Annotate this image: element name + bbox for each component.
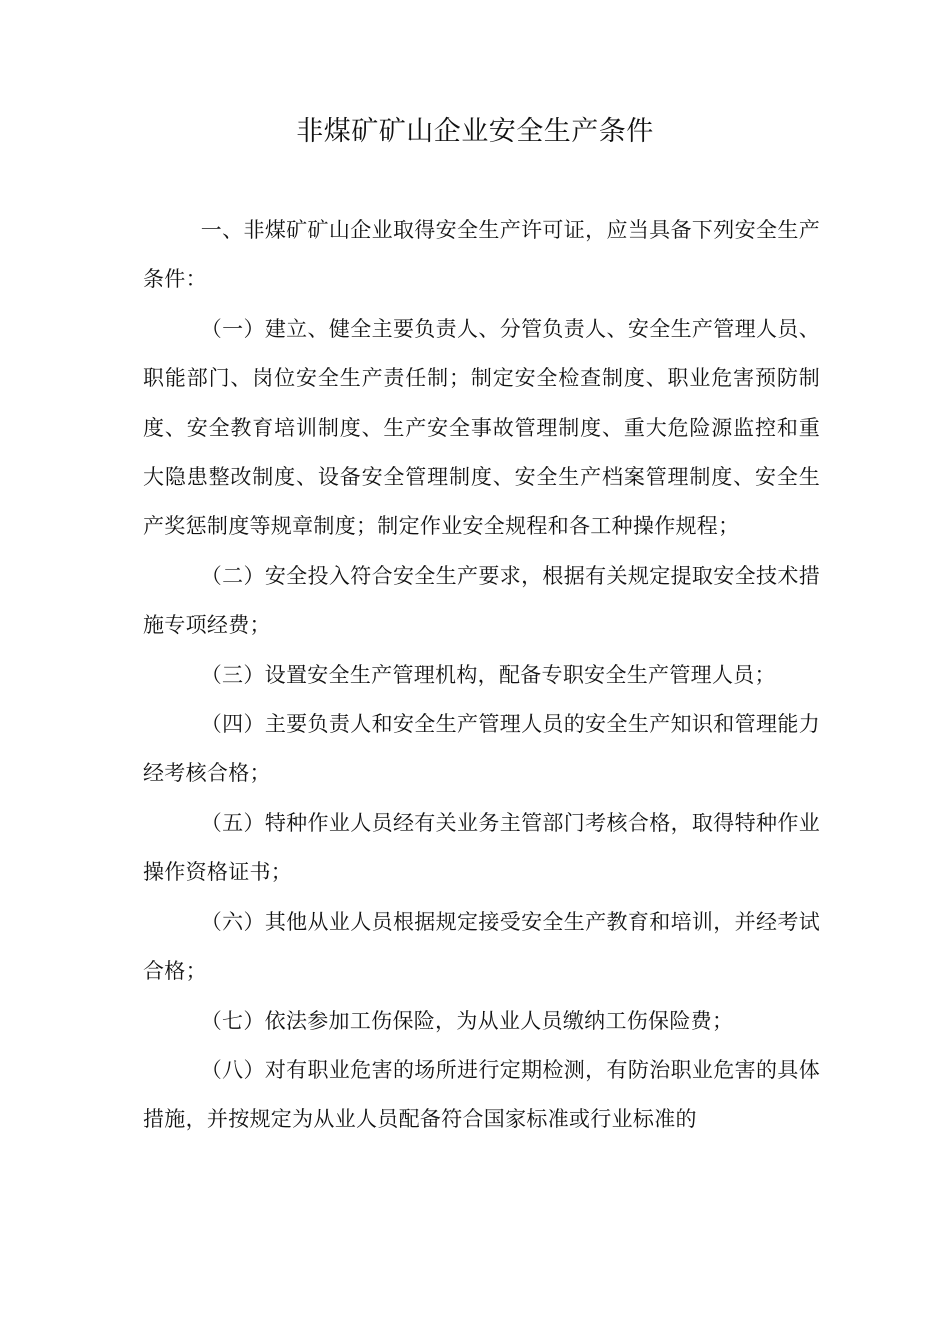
paragraph-item-5: （五）特种作业人员经有关业务主管部门考核合格，取得特种作业操作资格证书； bbox=[143, 810, 820, 885]
document-title: 非煤矿矿山企业安全生产条件 bbox=[296, 116, 654, 147]
paragraph-item-4: （四）主要负责人和安全生产管理人员的安全生产知识和管理能力经考核合格； bbox=[143, 712, 820, 786]
paragraph-item-3: （三）设置安全生产管理机构，配备专职安全生产管理人员； bbox=[200, 662, 776, 687]
paragraph-item-6: （六）其他从业人员根据规定接受安全生产教育和培训，并经考试合格； bbox=[143, 909, 820, 984]
paragraph-item-2: （二）安全投入符合安全生产要求，根据有关规定提取安全技术措施专项经费； bbox=[143, 563, 820, 638]
paragraph-item-1: （一）建立、健全主要负责人、分管负责人、安全生产管理人员、职能部门、岗位安全生产责任制；制定安全检查制度、职业危害预防制度、安全教育培训制度、生产安全事故管理制度、重大危险源监控和重大隐患整改制度、设备安全管理制度、安全生产档案管理制度、安全生产奖惩制度等规章制度；制定作业安全规程和各工种操作规程； bbox=[143, 316, 820, 539]
paragraph-item-8: （八）对有职业危害的场所进行定期检测，有防治职业危害的具体措施，并按规定为从业人员配备符合国家标准或行业标准的 bbox=[143, 1057, 820, 1132]
document-body bbox=[143, 206, 820, 1145]
paragraph-intro: 一、非煤矿矿山企业取得安全生产许可证，应当具备下列安全生产条件： bbox=[143, 218, 820, 292]
paragraph-item-7: （七）依法参加工伤保险，为从业人员缴纳工伤保险费； bbox=[200, 1008, 734, 1033]
